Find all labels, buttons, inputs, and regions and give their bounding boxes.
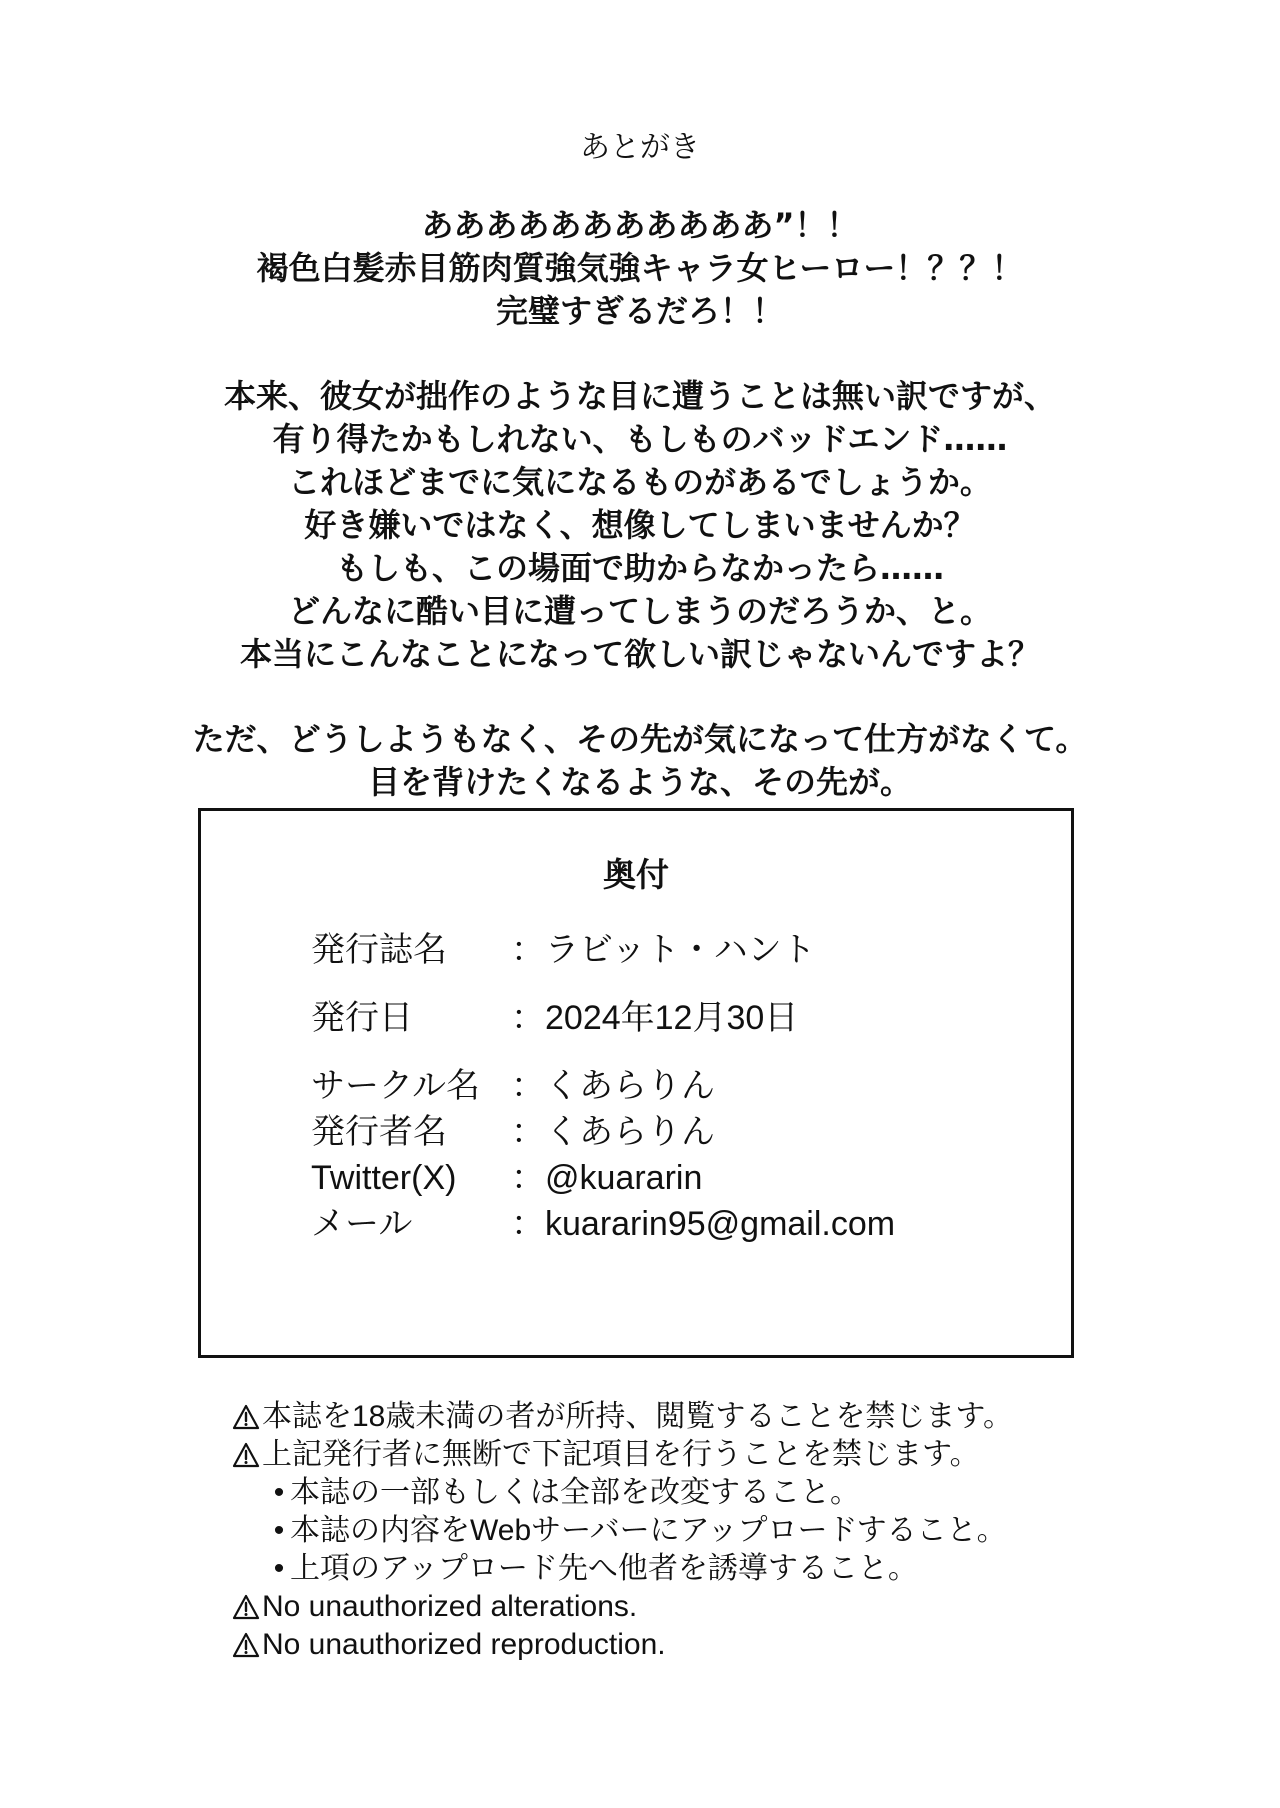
colophon-label: サークル名 <box>311 1067 480 1105</box>
afterword-line: 有り得たかもしれない、もしものバッドエンド…… <box>272 420 1008 458</box>
afterword-line: あああああああああああ”！！ <box>421 206 859 244</box>
notice-line-no-alterations <box>232 1588 1132 1626</box>
afterword-line: 本来、彼女が拙作のような目に遭うことは無い訳ですが、 <box>223 377 1056 415</box>
colophon-value: 2024年12月30日 <box>545 999 799 1037</box>
notice-text: 上項のアップロード先へ他者を誘導すること。 <box>290 1552 918 1585</box>
afterword-line: もしも、この場面で助からなかったら…… <box>335 549 944 587</box>
colophon-title: 奥付 <box>603 855 669 894</box>
colophon-value: @kuararin <box>545 1159 703 1197</box>
afterword-paragraph <box>0 718 1280 804</box>
bullet-icon: • <box>273 1552 285 1585</box>
colophon-separator: ： <box>511 1205 545 1243</box>
notice-text: 上記発行者に無断で下記項目を行うことを禁じます。 <box>262 1438 980 1471</box>
colophon-value: くあらりん <box>545 1113 715 1151</box>
colophon-label: 発行日 <box>311 999 413 1037</box>
colophon-row-circle-name <box>311 1065 715 1107</box>
colophon-box <box>198 808 1074 1358</box>
afterword-line: 褐色白髪赤目筋肉質強気強キャラ女ヒーロー！？？！ <box>256 249 1024 287</box>
colophon-label: メール <box>311 1205 413 1243</box>
colophon-value: くあらりん <box>545 1067 715 1105</box>
notice-line-no-reproduction <box>232 1626 1132 1664</box>
notice-bullet-item <box>232 1550 1132 1588</box>
bullet-icon: • <box>273 1514 285 1547</box>
colophon-value: kuararin95@gmail.com <box>545 1205 896 1243</box>
colophon-row-twitter <box>311 1157 702 1199</box>
afterword-line: どんなに酷い目に遭ってしまうのだろうか、と。 <box>287 592 992 630</box>
notice-bullet-item <box>232 1512 1132 1550</box>
colophon-separator: ： <box>511 931 545 969</box>
afterword-line: ただ、どうしようもなく、その先が気になって仕方がなくて。 <box>192 720 1088 758</box>
colophon-value: ラビット・ハント <box>545 931 816 969</box>
notice-text: 本誌の一部もしくは全部を改変すること。 <box>290 1476 860 1509</box>
warning-icon <box>232 1632 260 1658</box>
bullet-icon: • <box>273 1476 285 1509</box>
colophon-row-email <box>311 1203 895 1245</box>
afterword-title: あとがき <box>580 130 700 165</box>
afterword-line: 好き嫌いではなく、想像してしまいませんか？ <box>304 506 976 544</box>
colophon-label: Twitter(X) <box>311 1159 457 1197</box>
warning-icon <box>232 1404 260 1430</box>
colophon-separator: ： <box>511 999 545 1037</box>
notice-text: No unauthorized alterations. <box>262 1590 638 1623</box>
colophon-label: 発行誌名 <box>311 931 447 969</box>
afterword-paragraph <box>0 204 1280 333</box>
colophon-separator: ： <box>511 1159 545 1197</box>
notice-line-prohibition <box>232 1436 1132 1474</box>
notice-text: 本誌の内容をWebサーバーにアップロードすること。 <box>290 1514 1007 1547</box>
colophon-row-publication-title <box>311 929 816 971</box>
warning-icon <box>232 1442 260 1468</box>
warning-icon <box>232 1594 260 1620</box>
colophon-row-publisher-name <box>311 1111 715 1153</box>
afterword-section <box>0 128 1280 846</box>
afterword-line: 目を背けたくなるような、その先が。 <box>367 763 912 801</box>
notice-bullet-item <box>232 1474 1132 1512</box>
notices-section <box>232 1398 1132 1664</box>
notice-text: No unauthorized reproduction. <box>262 1628 666 1661</box>
afterword-paragraph <box>0 375 1280 676</box>
notice-text: 本誌を18歳未満の者が所持、閲覧することを禁じます。 <box>262 1400 1013 1433</box>
afterword-line: 本当にこんなことになって欲しい訳じゃないんですよ？ <box>239 635 1040 673</box>
colophon-separator: ： <box>511 1067 545 1105</box>
notice-line-age-restriction <box>232 1398 1132 1436</box>
colophon-separator: ： <box>511 1113 545 1151</box>
afterword-line: これほどまでに気になるものがあるでしょうか。 <box>288 463 992 501</box>
afterword-line: 完璧すぎるだろ！！ <box>495 292 784 330</box>
colophon-row-publication-date <box>311 997 798 1039</box>
colophon-label: 発行者名 <box>311 1113 447 1151</box>
